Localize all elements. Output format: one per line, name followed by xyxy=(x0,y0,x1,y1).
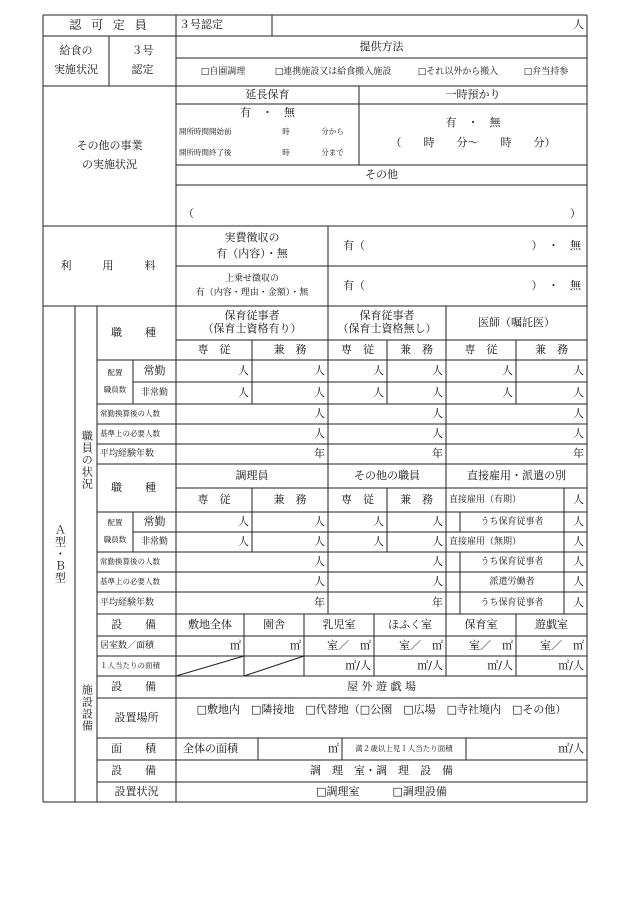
fees-actual-answer-open: 有（ xyxy=(343,238,365,252)
meals-cert-1: ３号 xyxy=(131,44,154,58)
fees-extra xyxy=(176,266,328,306)
room-sqm-infant: 室／ ㎡ xyxy=(327,638,371,652)
unit-b3-b: 人 xyxy=(432,554,443,568)
unit-r2-c3: 人 xyxy=(373,385,384,399)
unit-b4-b: 人 xyxy=(432,574,443,588)
other-services-label-1: その他の事業 xyxy=(76,139,143,153)
unit-r3-b: 人 xyxy=(432,406,443,420)
employment-unit-0: 人 xyxy=(573,492,584,506)
per-person-crawl: ㎡/人 xyxy=(417,658,443,672)
unit-r4-a: 人 xyxy=(314,426,325,440)
staff-header-qualified-1: 保育従事者 xyxy=(224,309,280,323)
unit-b1-c3: 人 xyxy=(373,514,384,528)
staff-job-type-bottom: 職 種 xyxy=(111,480,162,494)
staff-header-unqualified-2: （保育士資格無し） xyxy=(337,322,437,335)
part-time-2: 兼 務 xyxy=(400,342,433,356)
meals-cert xyxy=(109,36,176,86)
capacity-unit: 人 xyxy=(573,18,584,32)
unit-b1-c4: 人 xyxy=(432,514,443,528)
part-time-4: 兼 務 xyxy=(273,492,307,506)
sqm-site: ㎡ xyxy=(230,638,241,652)
unit-b4-a: 人 xyxy=(314,574,325,588)
header-other-staff: その他の職員 xyxy=(354,468,420,482)
employment-unit-4: 人 xyxy=(573,574,584,588)
facility-col-infant: 乳児室 xyxy=(322,617,356,631)
fees-label: 利 用 料 xyxy=(60,258,159,272)
header-cook: 調理員 xyxy=(235,468,269,482)
unit-b1-c2: 人 xyxy=(314,514,325,528)
total-area-label: 全体の面積 xyxy=(183,741,238,755)
facility-col-play: 遊戯室 xyxy=(535,617,568,631)
unit-b2-c2: 人 xyxy=(314,534,325,548)
staff-header-doctor: 医師（嘱託医） xyxy=(478,315,555,329)
unit-r2-c5: 人 xyxy=(502,385,513,399)
unit-r2-c4: 人 xyxy=(432,385,443,399)
fees-actual-2: 有（内容）・無 xyxy=(216,246,288,260)
facility-col-nursery: 保育室 xyxy=(464,617,498,631)
unit-r5-a: 年 xyxy=(314,446,325,460)
regular-top: 常勤 xyxy=(143,363,166,377)
unit-r2-c1: 人 xyxy=(238,385,249,399)
unit-b2-c3: 人 xyxy=(373,534,384,548)
unit-b2-c1: 人 xyxy=(238,534,249,548)
room-sqm-play: 室／ ㎡ xyxy=(540,638,584,652)
other-services-label-2: の実施状況 xyxy=(82,158,137,171)
kitchen-equipment-label: 設 備 xyxy=(111,763,162,777)
unit-r1-c2: 人 xyxy=(314,363,325,377)
location-label: 設置場所 xyxy=(114,710,159,724)
capacity-category: ３号認定 xyxy=(179,18,223,32)
extended-care-end-hour: 時 xyxy=(282,147,290,157)
employment-unit-5: 人 xyxy=(573,595,584,609)
other-title: その他 xyxy=(365,167,398,181)
facility-section-label: 施設設備 xyxy=(80,684,94,732)
staff-job-type-top: 職 種 xyxy=(111,325,162,339)
fees-extra-answer-close: ） ・ 無 xyxy=(531,278,581,292)
room-sqm-nursery: 室／ ㎡ xyxy=(469,638,513,652)
extended-care-start-label: 開所時間開始前 xyxy=(179,126,232,136)
unit-r1-c1: 人 xyxy=(238,363,249,377)
extended-care-start-min: 分から xyxy=(321,126,344,136)
staffing-label-bottom xyxy=(97,512,133,552)
converted-top: 常勤換算後の人数 xyxy=(100,408,160,418)
meals-label-2: 実施状況 xyxy=(54,63,98,76)
meals-label xyxy=(43,36,109,86)
kitchen-title: 調 理 室・調 理 設 備 xyxy=(310,763,453,777)
full-time-4: 専 従 xyxy=(197,492,231,506)
other-services-label xyxy=(43,86,176,226)
employment-unit-2: 人 xyxy=(573,534,584,548)
employment-2: 直接雇用（無期） xyxy=(449,536,522,547)
capacity-label: 認 可 定 員 xyxy=(69,17,150,32)
part-time-3: 兼 務 xyxy=(535,342,568,356)
per-person-infant: ㎡/人 xyxy=(345,658,371,672)
rooms-area-label: 居室数／面積 xyxy=(100,640,155,651)
part-time-5: 兼 務 xyxy=(400,492,433,506)
other-paren-open: （ xyxy=(183,206,194,220)
type-label: Ａ型・Ｂ型 xyxy=(53,524,67,584)
employment-unit-3: 人 xyxy=(573,554,584,568)
avg-years-top: 平均経験年数 xyxy=(100,448,155,459)
staffing-label-top-1: 配置 xyxy=(107,368,123,378)
per-person-nursery: ㎡/人 xyxy=(487,658,513,672)
facility-equipment-label: 設 備 xyxy=(111,617,162,631)
unit-r5-c: 年 xyxy=(573,446,584,460)
employment-unit-1: 人 xyxy=(573,514,584,528)
area-label: 面 積 xyxy=(111,741,162,755)
full-time-2: 専 従 xyxy=(341,342,374,356)
outdoor-equipment-label: 設 備 xyxy=(111,679,162,693)
meals-option-bento: □弁当持参 xyxy=(523,66,569,77)
converted-bottom: 常勤換算後の人数 xyxy=(100,556,160,566)
header-employment: 直接雇用・派遣の別 xyxy=(467,468,566,482)
staff-header-qualified-2: （保育士資格有り） xyxy=(202,322,302,335)
non-regular-top: 非常勤 xyxy=(140,387,168,398)
facility-col-building: 園舎 xyxy=(263,617,285,631)
extended-care-title: 延長保育 xyxy=(245,87,290,101)
outdoor-title: 屋 外 遊 戯 場 xyxy=(347,679,416,693)
unit-b3-a: 人 xyxy=(314,554,325,568)
full-time-5: 専 従 xyxy=(341,492,374,506)
fees-actual xyxy=(176,226,328,266)
avg-years-bottom: 平均経験年数 xyxy=(100,597,155,608)
unit-r2-c2: 人 xyxy=(314,385,325,399)
other-paren-close: ） xyxy=(570,206,581,220)
part-time-1: 兼 務 xyxy=(273,342,307,356)
non-regular-bottom: 非常勤 xyxy=(140,536,168,547)
per-person-play: ㎡/人 xyxy=(558,658,584,672)
total-area-unit: ㎡ xyxy=(328,741,339,755)
employment-5: うち保育従事者 xyxy=(480,597,544,608)
per-child-label: 満２歳以上児１人当たり面積 xyxy=(355,743,453,753)
sqm-building: ㎡ xyxy=(290,638,301,652)
kitchen-status-label: 設置状況 xyxy=(114,784,159,798)
meals-cert-2: 認定 xyxy=(131,63,154,76)
temporary-care-hours: （ 時 分～ 時 分） xyxy=(390,135,556,149)
unit-r3-a: 人 xyxy=(314,406,325,420)
unit-r1-c5: 人 xyxy=(502,363,513,377)
fees-actual-1: 実費徴収の xyxy=(224,230,280,244)
staff-section-label: 職員の状況 xyxy=(80,430,94,490)
meals-option-self: □自園調理 xyxy=(200,66,246,77)
unit-r2-c6: 人 xyxy=(573,385,584,399)
fees-extra-2: 有（内容・理由・金額）・無 xyxy=(195,287,309,298)
staffing-label-top-2: 職員数 xyxy=(103,385,127,394)
per-child-unit: ㎡/人 xyxy=(558,741,584,755)
unit-r1-c6: 人 xyxy=(573,363,584,377)
unit-r4-c: 人 xyxy=(573,426,584,440)
unit-b5-a: 年 xyxy=(314,595,325,609)
location-options: □敷地内 □隣接地 □代替地（□公園 □広場 □寺社境内 □その他） xyxy=(196,703,567,716)
unit-b5-b: 年 xyxy=(432,595,443,609)
meals-method-header: 提供方法 xyxy=(359,39,404,53)
full-time-3: 専 従 xyxy=(464,342,498,356)
kitchen-options: □調理室 □調理設備 xyxy=(316,784,447,798)
meals-option-other: □それ以外から搬入 xyxy=(417,66,499,77)
employment-3: うち保育従事者 xyxy=(480,556,544,567)
fees-actual-answer-close: ） ・ 無 xyxy=(531,238,581,252)
room-sqm-crawl: 室／ ㎡ xyxy=(399,638,443,652)
meals-option-partner: □連携施設又は給食搬入施設 xyxy=(274,66,392,77)
fees-extra-answer-open: 有（ xyxy=(343,278,365,292)
staff-header-qualified xyxy=(176,306,328,340)
fees-extra-1: 上乗せ徴収の xyxy=(224,274,279,285)
unit-r4-b: 人 xyxy=(432,426,443,440)
extended-care-end-min: 分まで xyxy=(321,147,344,157)
extended-care-start-hour: 時 xyxy=(282,126,290,136)
extended-care-yes-no: 有 ・ 無 xyxy=(240,105,295,119)
employment-1: うち保育従事者 xyxy=(480,516,544,527)
staffing-label-top xyxy=(97,360,133,404)
extended-care-end-label: 開所時間終了後 xyxy=(179,147,232,157)
per-person-label: １人当たりの面積 xyxy=(100,660,160,670)
required-top: 基準上の必要人数 xyxy=(100,428,160,438)
unit-r3-c: 人 xyxy=(573,406,584,420)
facility-col-site: 敷地全体 xyxy=(188,617,232,631)
unit-b2-c4: 人 xyxy=(432,534,443,548)
staff-header-unqualified-1: 保育従事者 xyxy=(359,309,415,323)
facility-col-crawl: ほふく室 xyxy=(388,617,432,631)
required-bottom: 基準上の必要人数 xyxy=(100,576,160,586)
temporary-care-yes-no: 有 ・ 無 xyxy=(445,115,501,129)
staffing-label-bottom-2: 職員数 xyxy=(103,535,127,544)
regular-bottom: 常勤 xyxy=(143,514,166,528)
employment-4: 派遣労働者 xyxy=(489,576,535,587)
unit-r1-c4: 人 xyxy=(432,363,443,377)
staffing-label-bottom-1: 配置 xyxy=(107,518,123,528)
temporary-care-title: 一時預かり xyxy=(445,87,501,101)
unit-b1-c1: 人 xyxy=(238,514,249,528)
full-time-1: 専 従 xyxy=(197,342,231,356)
staff-header-unqualified xyxy=(328,306,446,340)
unit-r5-b: 年 xyxy=(432,446,443,460)
meals-label-1: 給食の xyxy=(59,44,93,58)
unit-r1-c3: 人 xyxy=(373,363,384,377)
employment-0: 直接雇用（有期） xyxy=(449,494,522,505)
